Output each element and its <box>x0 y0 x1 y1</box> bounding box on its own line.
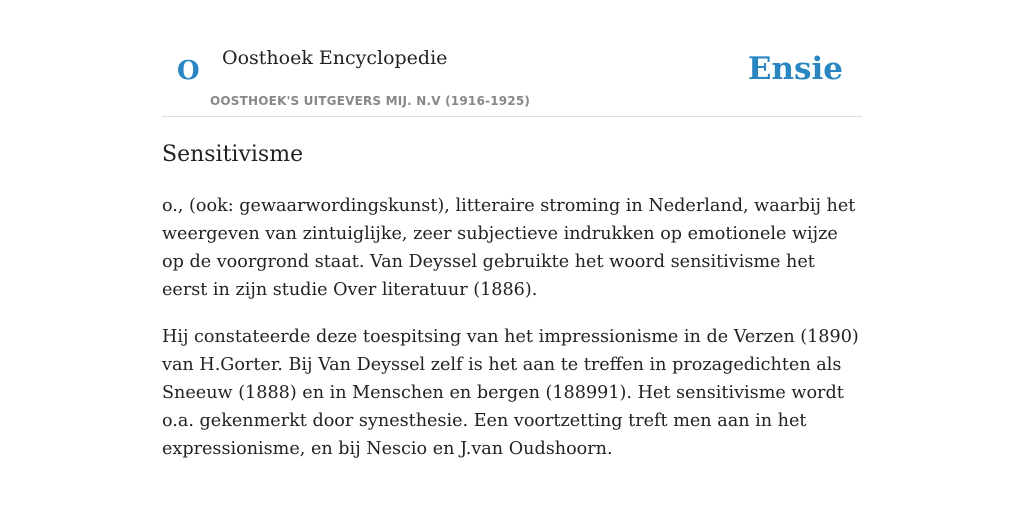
publisher-label: OOSTHOEK'S UITGEVERS MIJ. N.V (1916-1925) <box>210 94 531 108</box>
publication-title[interactable]: Oosthoek Encyclopedie <box>222 47 448 69</box>
article-paragraph: Hij constateerde deze toespitsing van het impressionisme in de Verzen (1890) van H.Gorter. Bij Van Deyssel zelf is het aan te treffen in prozagedichten als Sneeuw (1888) en in Menschen en bergen (188991). Het sensitivisme wordt o.a. gekenmerkt door synesthesie. Een voortzetting treft men aan in het expressionisme, en bij Nescio en J.van Oudshoorn. <box>162 327 859 459</box>
article-paragraph: o., (ook: gewaarwordingskunst), litteraire stroming in Nederland, waarbij het weergeven van zintuiglijke, zeer subjectieve indrukken op emotionele wijze op de voorgrond staat. Van Deyssel gebruikte het woord sensitivisme het eerst in zijn studie Over literatuur (1886). <box>162 196 856 300</box>
site-header <box>162 30 862 117</box>
oosthoek-logo-icon[interactable]: O <box>177 56 200 86</box>
article-title: Sensitivisme <box>162 142 304 167</box>
article-body <box>162 192 862 482</box>
ensie-logo[interactable]: Ensie <box>747 51 843 87</box>
